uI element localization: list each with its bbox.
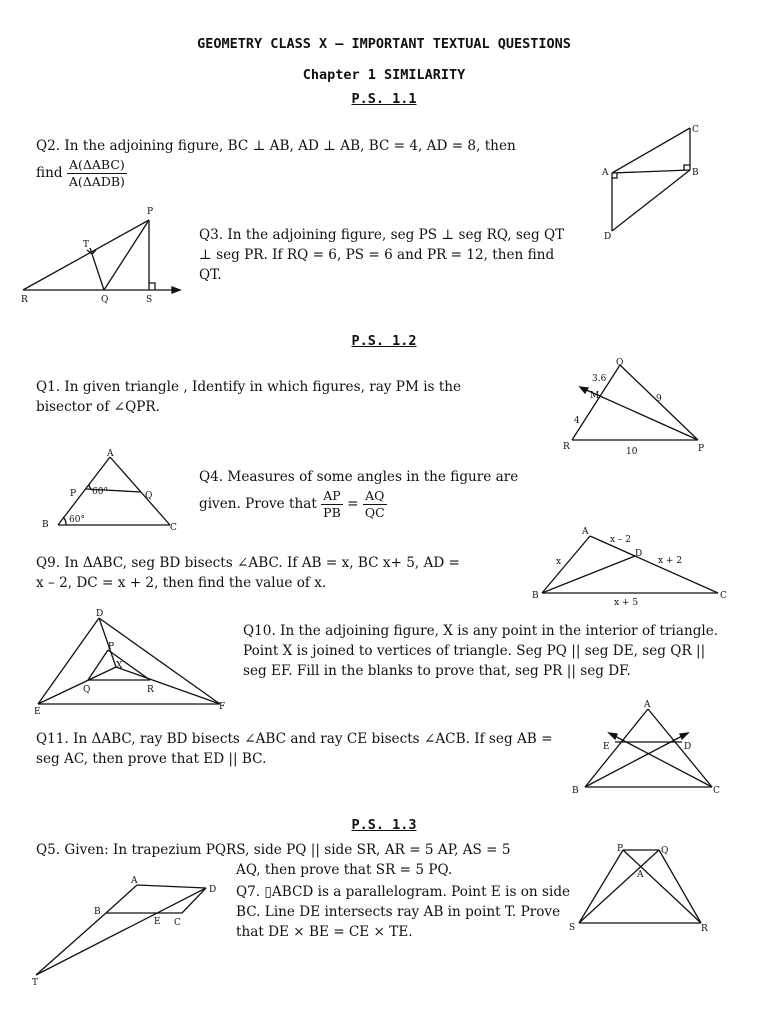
fraction-denominator: QC: [364, 505, 385, 520]
question-q5-line1: Q5. Given: In trapezium PQRS, side PQ || side SR, AR = 5 AP, AS = 5: [36, 842, 511, 858]
length-x-minus-2: x – 2: [610, 535, 632, 545]
length-x-plus-2: x + 2: [658, 556, 683, 566]
question-q9: Q9. In ΔABC, seg BD bisects ∠ABC. If AB = x, BC x+ 5, AD = x – 2, DC = x + 2, then find the value of x.: [36, 555, 460, 591]
figure-q3: [18, 205, 188, 315]
label-R: R: [147, 685, 154, 695]
given-text: given. Prove that: [199, 496, 317, 512]
label-B: B: [692, 168, 699, 178]
label-C: C: [692, 125, 699, 135]
label-S: S: [569, 923, 576, 933]
label-B: B: [94, 907, 101, 917]
fraction-aq-qc: [363, 488, 387, 521]
length-9: 9: [656, 394, 662, 404]
section-heading-ps-1-2: P.S. 1.2: [351, 333, 417, 349]
label-B: B: [42, 520, 49, 530]
label-B: B: [572, 786, 579, 796]
figure-q10: [26, 605, 246, 720]
figure-q2: [590, 118, 710, 248]
question-q4-line2: [199, 488, 387, 521]
label-P: P: [108, 642, 115, 652]
angle-60-at-B: 60°: [69, 515, 85, 525]
fraction-denominator: PB: [323, 505, 341, 520]
label-A: A: [602, 168, 609, 178]
label-P: P: [147, 207, 154, 217]
label-Q: Q: [616, 358, 624, 368]
label-D: D: [604, 232, 612, 242]
label-D: D: [209, 885, 217, 895]
label-B: B: [532, 591, 539, 601]
label-A: A: [107, 449, 114, 459]
label-F: F: [219, 702, 226, 712]
figure-q7: [26, 872, 226, 992]
angle-60-at-P: 60°: [92, 487, 108, 497]
question-q4-line1: Q4. Measures of some angles in the figure are: [199, 469, 519, 485]
fraction-numerator: AP: [321, 488, 343, 505]
label-P: P: [70, 489, 77, 499]
figure-q4: [36, 445, 186, 535]
label-E: E: [603, 742, 610, 752]
label-Q: Q: [83, 685, 91, 695]
label-A: A: [131, 876, 138, 886]
question-q3: Q3. In the adjoining figure, seg PS ⊥ seg RQ, seg QT ⊥ seg PR. If RQ = 6, PS = 6 and PR = 12, then find QT.: [199, 227, 565, 283]
section-heading-ps-1-1: P.S. 1.1: [351, 91, 417, 107]
chapter-title: Chapter 1 SIMILARITY: [302, 67, 466, 83]
label-C: C: [170, 523, 177, 533]
label-Q: Q: [661, 846, 669, 856]
label-Q: Q: [145, 491, 153, 501]
question-q11: Q11. In ΔABC, ray BD bisects ∠ABC and ray CE bisects ∠ACB. If seg AB = seg AC, then prove that ED || BC.: [36, 731, 553, 767]
figure-q11: [568, 696, 728, 801]
label-R: R: [21, 295, 28, 305]
figure-q1: [560, 355, 720, 460]
area-ratio-fraction: [67, 157, 127, 190]
label-R: R: [563, 442, 570, 452]
label-C: C: [713, 786, 720, 796]
fraction-numerator: A(ΔABC): [67, 157, 127, 174]
label-A: A: [637, 870, 644, 880]
label-P: P: [617, 844, 624, 854]
label-E: E: [154, 917, 161, 927]
question-q10: Q10. In the adjoining figure, X is any point in the interior of triangle. Point X is joined to vertices of triangle. Seg PQ || seg DE, seg QR || seg EF. Fill in the blanks to prove that, seg PR || seg DF.: [243, 623, 719, 679]
question-q2-find: [36, 157, 127, 190]
fraction-denominator: A(ΔADB): [68, 174, 125, 189]
label-D: D: [635, 549, 643, 559]
section-heading-ps-1-3: P.S. 1.3: [351, 817, 417, 833]
label-T: T: [32, 978, 39, 988]
label-D: D: [684, 742, 692, 752]
length-10: 10: [626, 447, 638, 457]
length-4: 4: [574, 416, 580, 426]
figure-q9: [528, 520, 738, 610]
label-P: P: [698, 444, 705, 454]
label-X: X: [116, 661, 123, 671]
label-D: D: [96, 609, 104, 619]
label-A: A: [582, 527, 589, 537]
length-x: x: [556, 557, 562, 567]
question-q7: Q7. ▯ABCD is a parallelogram. Point E is on side BC. Line DE intersects ray AB in point T. Prove that DE × BE = CE × TE.: [236, 884, 571, 940]
fraction-numerator: AQ: [363, 488, 387, 505]
label-C: C: [720, 591, 727, 601]
label-S: S: [146, 295, 153, 305]
document-title: GEOMETRY CLASS X – IMPORTANT TEXTUAL QUESTIONS: [197, 36, 571, 52]
label-A: A: [644, 700, 651, 710]
find-label: find: [36, 165, 63, 181]
label-C: C: [174, 918, 181, 928]
label-Q: Q: [101, 295, 109, 305]
fraction-ap-pb: [321, 488, 343, 521]
question-q5-line2: AQ, then prove that SR = 5 PQ.: [236, 862, 453, 878]
length-3-6: 3.6: [592, 374, 607, 384]
question-q2-line1: Q2. In the adjoining figure, BC ⊥ AB, AD ⊥ AB, BC = 4, AD = 8, then: [36, 138, 516, 154]
label-R: R: [701, 924, 708, 934]
question-q1: Q1. In given triangle , Identify in which figures, ray PM is the bisector of ∠QPR.: [36, 379, 462, 415]
label-T: T: [83, 240, 90, 250]
figure-q5: [565, 838, 725, 943]
label-E: E: [34, 707, 41, 717]
length-x-plus-5: x + 5: [614, 598, 639, 608]
equals-sign: =: [347, 496, 359, 512]
label-M: M: [590, 391, 600, 401]
